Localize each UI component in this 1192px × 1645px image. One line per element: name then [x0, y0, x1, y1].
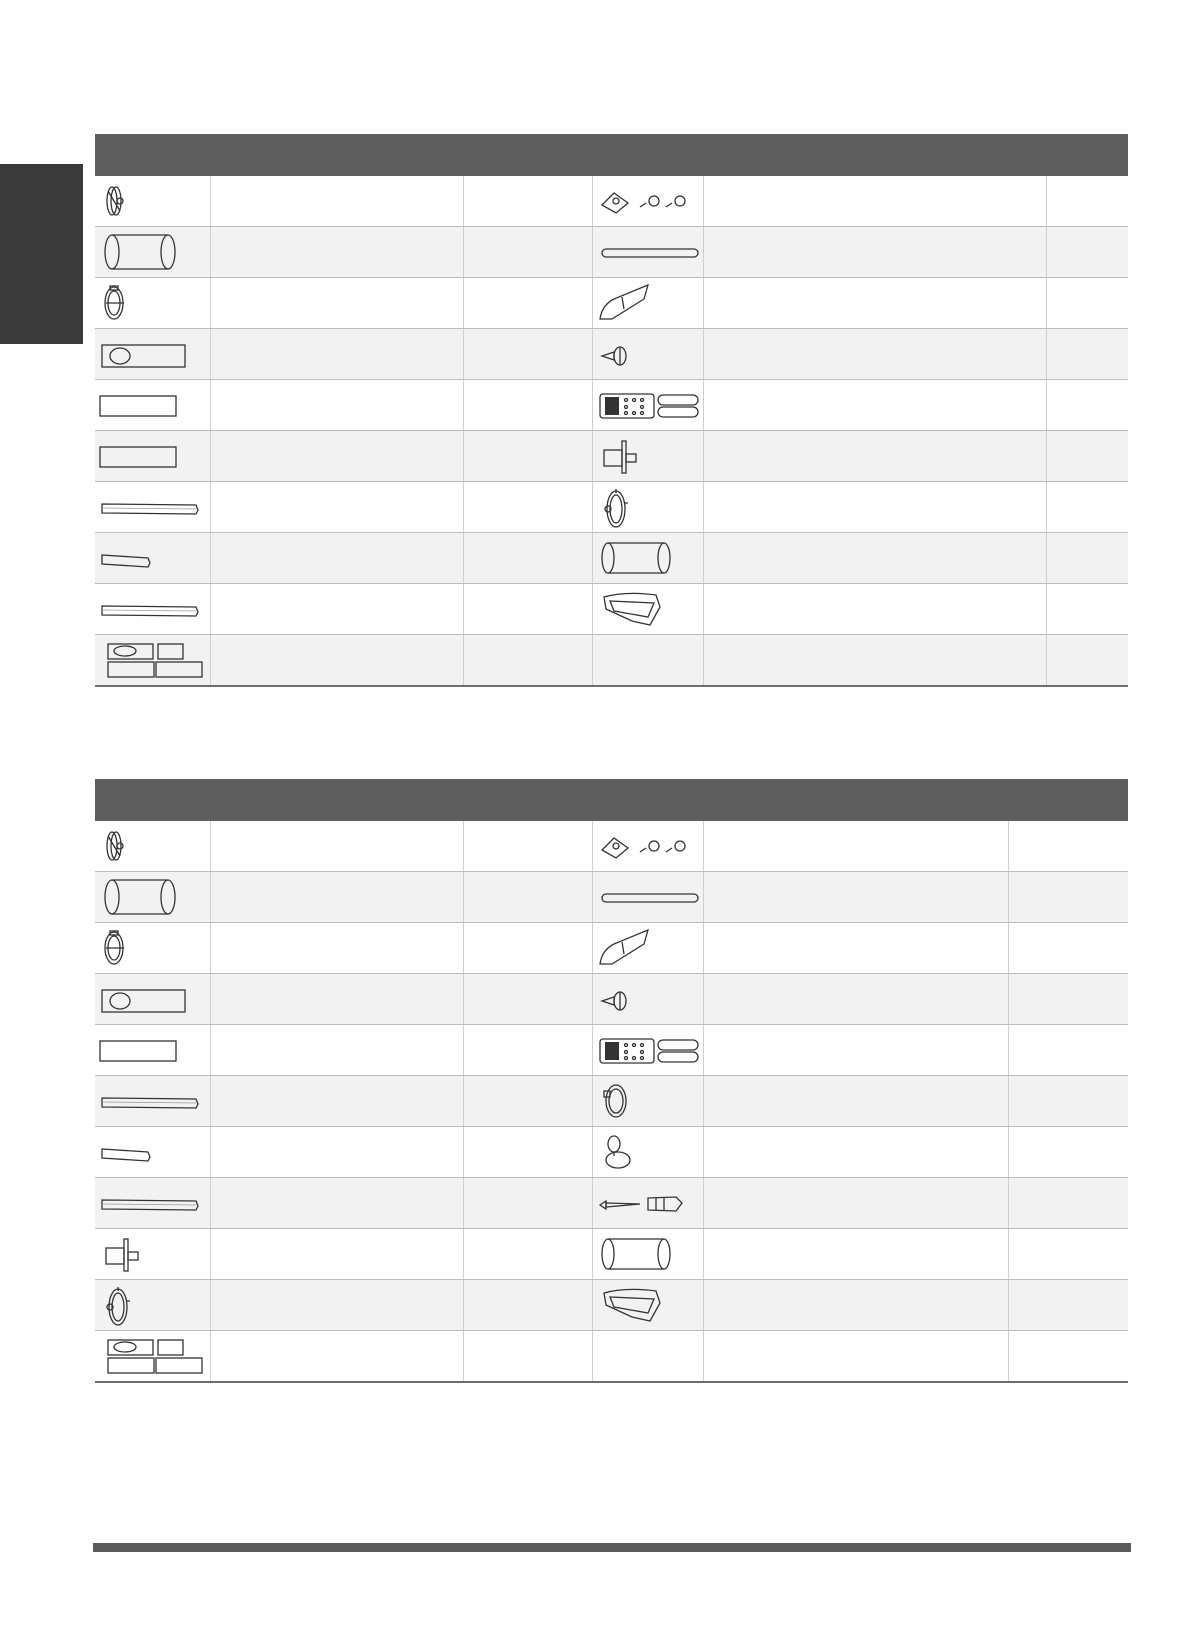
- part-name-cell: [703, 1280, 1008, 1331]
- part-image-cell: [592, 278, 703, 329]
- part-quantity-cell: [463, 431, 592, 482]
- window-slider-icon: [98, 824, 210, 868]
- table-row: [95, 329, 1128, 380]
- part-quantity-cell: [1046, 380, 1128, 431]
- part-name-cell: [210, 278, 463, 329]
- table-row: [95, 1331, 1128, 1383]
- part-name-cell: [210, 1229, 463, 1280]
- part-image-cell: [592, 974, 703, 1025]
- part-image-cell: [95, 821, 210, 872]
- part-image-cell: [592, 176, 703, 227]
- part-name-cell: [703, 329, 1046, 380]
- part-image-cell: [95, 584, 210, 635]
- part-image-cell: [95, 380, 210, 431]
- part-image-cell: [95, 1331, 210, 1383]
- table-row: [95, 1025, 1128, 1076]
- part-image-cell: [95, 1025, 210, 1076]
- table-row: [95, 1229, 1128, 1280]
- table-row: [95, 1280, 1128, 1331]
- hose-connector-icon: [98, 926, 210, 970]
- short-rod-icon: [98, 536, 210, 580]
- window-seal-strip-icon: [596, 926, 703, 970]
- part-image-cell: [95, 278, 210, 329]
- part-quantity-cell: [1046, 482, 1128, 533]
- part-name-cell: [703, 1229, 1008, 1280]
- foam-pad-icon: [98, 434, 210, 478]
- part-image-cell: [592, 482, 703, 533]
- part-image-cell: [592, 329, 703, 380]
- part-image-cell: [592, 1331, 703, 1383]
- part-name-cell: [703, 482, 1046, 533]
- part-image-cell: [592, 821, 703, 872]
- table-row: [95, 974, 1128, 1025]
- part-quantity-cell: [1008, 1178, 1128, 1229]
- table-row: [95, 1127, 1128, 1178]
- part-image-cell: [592, 1025, 703, 1076]
- table-row: [95, 584, 1128, 635]
- part-name-cell: [703, 380, 1046, 431]
- window-seal-strip-icon: [596, 281, 703, 325]
- part-image-cell: [95, 1229, 210, 1280]
- table-row: [95, 278, 1128, 329]
- part-name-cell: [703, 1178, 1008, 1229]
- part-image-cell: [95, 533, 210, 584]
- part-quantity-cell: [463, 482, 592, 533]
- seal-set-icon: [98, 1334, 210, 1378]
- long-rod-icon: [98, 587, 210, 631]
- table-row: [95, 431, 1128, 482]
- part-name-cell: [703, 635, 1046, 687]
- part-quantity-cell: [1008, 872, 1128, 923]
- table-row: [95, 482, 1128, 533]
- intake-hose-icon: [596, 1232, 703, 1276]
- part-quantity-cell: [1008, 923, 1128, 974]
- table-row: [95, 176, 1128, 227]
- part-name-cell: [210, 872, 463, 923]
- part-name-cell: [703, 431, 1046, 482]
- part-name-cell: [703, 1127, 1008, 1178]
- table-row: [95, 1178, 1128, 1229]
- part-quantity-cell: [463, 974, 592, 1025]
- long-rod-icon: [98, 1181, 210, 1225]
- part-name-cell: [703, 821, 1008, 872]
- part-image-cell: [592, 1127, 703, 1178]
- exhaust-hose-icon: [98, 230, 210, 274]
- part-quantity-cell: [1008, 1229, 1128, 1280]
- part-quantity-cell: [463, 380, 592, 431]
- table-row: [95, 821, 1128, 872]
- part-image-cell: [95, 1178, 210, 1229]
- part-quantity-cell: [463, 533, 592, 584]
- part-name-cell: [210, 431, 463, 482]
- part-quantity-cell: [1008, 974, 1128, 1025]
- part-image-cell: [95, 974, 210, 1025]
- part-quantity-cell: [1046, 278, 1128, 329]
- part-image-cell: [592, 1076, 703, 1127]
- part-name-cell: [210, 482, 463, 533]
- bracket-screws-icon: [596, 824, 703, 868]
- window-nozzle-icon: [596, 587, 703, 631]
- part-image-cell: [592, 1178, 703, 1229]
- bracket-screws-icon: [596, 179, 703, 223]
- part-name-cell: [703, 584, 1046, 635]
- part-quantity-cell: [463, 1076, 592, 1127]
- part-name-cell: [210, 1025, 463, 1076]
- part-image-cell: [592, 431, 703, 482]
- part-name-cell: [210, 584, 463, 635]
- table-row: [95, 635, 1128, 687]
- part-name-cell: [210, 821, 463, 872]
- slider-panel-icon: [98, 332, 210, 376]
- part-name-cell: [210, 329, 463, 380]
- part-image-cell: [95, 482, 210, 533]
- part-quantity-cell: [463, 1178, 592, 1229]
- part-image-cell: [95, 1076, 210, 1127]
- window-slider-icon: [98, 179, 210, 223]
- part-name-cell: [703, 278, 1046, 329]
- part-quantity-cell: [463, 278, 592, 329]
- part-quantity-cell: [1008, 1076, 1128, 1127]
- drain-connector-icon: [596, 434, 703, 478]
- part-name-cell: [703, 872, 1008, 923]
- part-name-cell: [210, 1076, 463, 1127]
- hose-connector-icon: [98, 281, 210, 325]
- part-image-cell: [95, 227, 210, 278]
- part-image-cell: [95, 923, 210, 974]
- hose-clamp-icon: [596, 1079, 703, 1123]
- part-quantity-cell: [463, 923, 592, 974]
- part-quantity-cell: [1008, 1127, 1128, 1178]
- remote-control-batteries-icon: [596, 1028, 703, 1072]
- part-quantity-cell: [463, 176, 592, 227]
- accessories-table-2: [95, 779, 1128, 1383]
- part-name-cell: [210, 1127, 463, 1178]
- part-name-cell: [703, 1076, 1008, 1127]
- part-image-cell: [95, 1280, 210, 1331]
- part-quantity-cell: [463, 584, 592, 635]
- intake-hose-icon: [596, 536, 703, 580]
- part-name-cell: [210, 176, 463, 227]
- part-quantity-cell: [463, 821, 592, 872]
- part-image-cell: [95, 1127, 210, 1178]
- part-name-cell: [210, 1178, 463, 1229]
- part-quantity-cell: [1008, 1331, 1128, 1383]
- long-rod-icon: [98, 1079, 210, 1123]
- hose-adapter-ring-icon: [98, 1283, 210, 1327]
- part-name-cell: [210, 227, 463, 278]
- seal-set-icon: [98, 638, 210, 682]
- rivet-screw-icon: [596, 332, 703, 376]
- part-image-cell: [95, 872, 210, 923]
- table-header-bar: [95, 779, 1128, 821]
- part-name-cell: [703, 974, 1008, 1025]
- accessories-table-1: [95, 134, 1128, 687]
- part-image-cell: [95, 635, 210, 687]
- part-quantity-cell: [1046, 533, 1128, 584]
- part-quantity-cell: [463, 1127, 592, 1178]
- part-name-cell: [210, 635, 463, 687]
- hose-adapter-ring-icon: [596, 485, 703, 529]
- slider-panel-icon: [98, 977, 210, 1021]
- part-quantity-cell: [1046, 227, 1128, 278]
- part-image-cell: [592, 227, 703, 278]
- part-quantity-cell: [1046, 584, 1128, 635]
- drain-pipe-icon: [596, 230, 703, 274]
- part-image-cell: [592, 635, 703, 687]
- part-quantity-cell: [1008, 1280, 1128, 1331]
- part-quantity-cell: [463, 1280, 592, 1331]
- part-name-cell: [703, 227, 1046, 278]
- foam-pad-icon: [98, 1028, 210, 1072]
- drain-connector-icon: [98, 1232, 210, 1276]
- part-name-cell: [210, 380, 463, 431]
- table-row: [95, 227, 1128, 278]
- part-quantity-cell: [463, 1229, 592, 1280]
- table-row: [95, 923, 1128, 974]
- table-header-bar: [95, 134, 1128, 176]
- remote-control-batteries-icon: [596, 383, 703, 427]
- part-quantity-cell: [463, 329, 592, 380]
- drain-cap-icon: [596, 1130, 703, 1174]
- part-image-cell: [592, 1280, 703, 1331]
- part-quantity-cell: [463, 227, 592, 278]
- part-quantity-cell: [1046, 431, 1128, 482]
- drain-pipe-icon: [596, 875, 703, 919]
- part-name-cell: [703, 176, 1046, 227]
- table-row: [95, 872, 1128, 923]
- part-image-cell: [95, 431, 210, 482]
- part-image-cell: [592, 872, 703, 923]
- part-image-cell: [592, 584, 703, 635]
- part-name-cell: [210, 1331, 463, 1383]
- part-name-cell: [703, 1331, 1008, 1383]
- part-name-cell: [210, 923, 463, 974]
- table-row: [95, 380, 1128, 431]
- part-image-cell: [592, 1229, 703, 1280]
- window-nozzle-icon: [596, 1283, 703, 1327]
- screw-anchor-icon: [596, 1181, 703, 1225]
- part-image-cell: [592, 380, 703, 431]
- side-tab-marker: [0, 164, 83, 344]
- part-quantity-cell: [463, 1025, 592, 1076]
- part-name-cell: [210, 1280, 463, 1331]
- part-name-cell: [703, 533, 1046, 584]
- part-quantity-cell: [1008, 821, 1128, 872]
- part-name-cell: [210, 974, 463, 1025]
- part-name-cell: [703, 1025, 1008, 1076]
- part-quantity-cell: [1046, 329, 1128, 380]
- long-rod-icon: [98, 485, 210, 529]
- part-name-cell: [703, 923, 1008, 974]
- part-image-cell: [592, 923, 703, 974]
- part-quantity-cell: [463, 872, 592, 923]
- part-name-cell: [210, 533, 463, 584]
- foam-pad-icon: [98, 383, 210, 427]
- part-quantity-cell: [1008, 1025, 1128, 1076]
- exhaust-hose-icon: [98, 875, 210, 919]
- part-quantity-cell: [463, 635, 592, 687]
- part-image-cell: [592, 533, 703, 584]
- part-quantity-cell: [463, 1331, 592, 1383]
- short-rod-icon: [98, 1130, 210, 1174]
- part-quantity-cell: [1046, 176, 1128, 227]
- footer-bar: [93, 1543, 1131, 1552]
- part-image-cell: [95, 329, 210, 380]
- table-row: [95, 1076, 1128, 1127]
- part-image-cell: [95, 176, 210, 227]
- table-row: [95, 533, 1128, 584]
- rivet-screw-icon: [596, 977, 703, 1021]
- part-quantity-cell: [1046, 635, 1128, 687]
